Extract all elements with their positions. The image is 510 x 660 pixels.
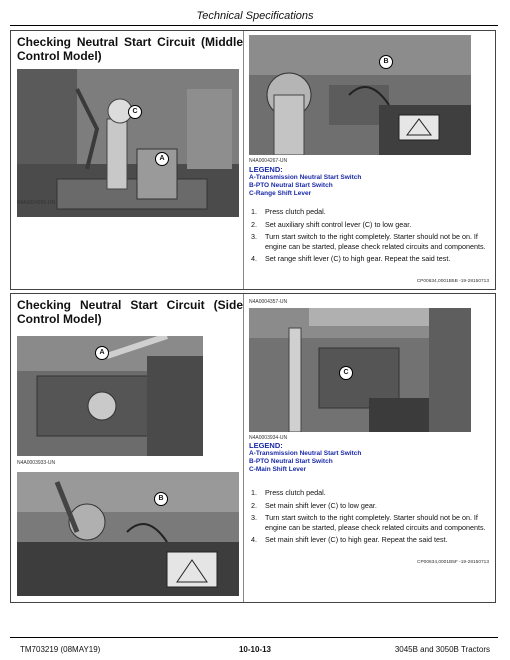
step bbox=[251, 207, 487, 217]
callout-b: B bbox=[379, 55, 393, 69]
photo-caption: N4A0004267-UN bbox=[249, 158, 288, 164]
section-title-line: Checking Neutral Start Circuit (Side bbox=[17, 298, 243, 312]
reference-code: CP00634,0001B5B -19-28150713 bbox=[416, 279, 489, 284]
legend-item: B-PTO Neutral Start Switch bbox=[249, 458, 333, 465]
callout-c: C bbox=[339, 366, 353, 380]
step-text: Set auxiliary shift control lever (C) to low gear. bbox=[265, 219, 412, 229]
legend-heading: LEGEND: bbox=[249, 441, 283, 450]
step-text: Set main shift lever (C) to low gear. bbox=[265, 500, 377, 510]
procedure-steps bbox=[251, 488, 487, 548]
section-middle-control bbox=[10, 30, 496, 290]
footer-page-number: 10-10-13 bbox=[238, 645, 272, 654]
step bbox=[251, 254, 487, 264]
legend-item: B-PTO Neutral Start Switch bbox=[249, 182, 333, 189]
section-title-line: Control Model) bbox=[17, 49, 102, 63]
photo-caption: N4A0004265-UN bbox=[17, 200, 56, 206]
legend-item: C-Main Shift Lever bbox=[249, 466, 307, 473]
step-text: Press clutch pedal. bbox=[265, 488, 326, 497]
procedure-steps bbox=[251, 207, 487, 267]
step-number: 3. bbox=[251, 232, 257, 241]
photo-middle-control-levers bbox=[17, 69, 239, 217]
step bbox=[251, 220, 487, 230]
legend bbox=[249, 166, 489, 198]
step-number: 2. bbox=[251, 219, 257, 229]
footer-doc-id: TM703219 (08MAY19) bbox=[20, 645, 101, 654]
legend bbox=[249, 442, 489, 474]
step-text: Turn start switch to the right completely. Starter should not be on. If engine can be started, please check related circuits and components. bbox=[265, 513, 486, 532]
column-divider bbox=[243, 294, 244, 602]
callout-b: B bbox=[154, 492, 168, 506]
photo-caption: N4A0003933-UN bbox=[17, 460, 56, 466]
page-header-title: Technical Specifications bbox=[196, 10, 314, 22]
footer-divider bbox=[10, 637, 498, 638]
header-divider bbox=[10, 25, 498, 26]
photo-caption: N4A0003934-UN bbox=[249, 435, 288, 441]
legend-item: A-Transmission Neutral Start Switch bbox=[249, 174, 362, 181]
step-number: 4. bbox=[251, 254, 257, 263]
step bbox=[251, 535, 487, 545]
footer-model: 3045B and 3050B Tractors bbox=[394, 645, 490, 654]
reference-code: CP00634,0001B5F -19-28150713 bbox=[416, 560, 489, 565]
step-number: 4. bbox=[251, 535, 257, 544]
step-text: Turn start switch to the right completely. Starter should not be on. If engine can be started, please check related circuits and components. bbox=[265, 232, 486, 251]
step bbox=[251, 488, 487, 498]
step-number: 3. bbox=[251, 513, 257, 522]
legend-item: A-Transmission Neutral Start Switch bbox=[249, 450, 362, 457]
section-title bbox=[17, 298, 243, 326]
step bbox=[251, 513, 487, 532]
legend-heading: LEGEND: bbox=[249, 165, 283, 174]
step-number: 2. bbox=[251, 500, 257, 510]
step-text: Set range shift lever (C) to high gear. Repeat the said test. bbox=[265, 254, 451, 263]
section-side-control bbox=[10, 293, 496, 603]
photo-transmission-switch bbox=[17, 336, 203, 456]
photo-main-shift-lever bbox=[249, 308, 471, 432]
callout-a: A bbox=[155, 152, 169, 166]
step-text: Press clutch pedal. bbox=[265, 207, 326, 216]
callout-c: C bbox=[128, 105, 142, 119]
legend-item: C-Range Shift Lever bbox=[249, 190, 312, 197]
photo-pto-switch-side bbox=[17, 472, 239, 596]
photo-caption: N4A0004357-UN bbox=[249, 299, 288, 305]
step bbox=[251, 501, 487, 511]
section-title bbox=[17, 35, 243, 63]
step-number: 1. bbox=[251, 488, 257, 497]
section-title-line: Checking Neutral Start Circuit (Middle bbox=[17, 35, 243, 49]
photo-pto-switch bbox=[249, 35, 471, 155]
step-number: 1. bbox=[251, 207, 257, 216]
column-divider bbox=[243, 31, 244, 289]
callout-a: A bbox=[95, 346, 109, 360]
section-title-line: Control Model) bbox=[17, 312, 102, 326]
step-text: Set main shift lever (C) to high gear. Repeat the said test. bbox=[265, 535, 448, 544]
step bbox=[251, 232, 487, 251]
